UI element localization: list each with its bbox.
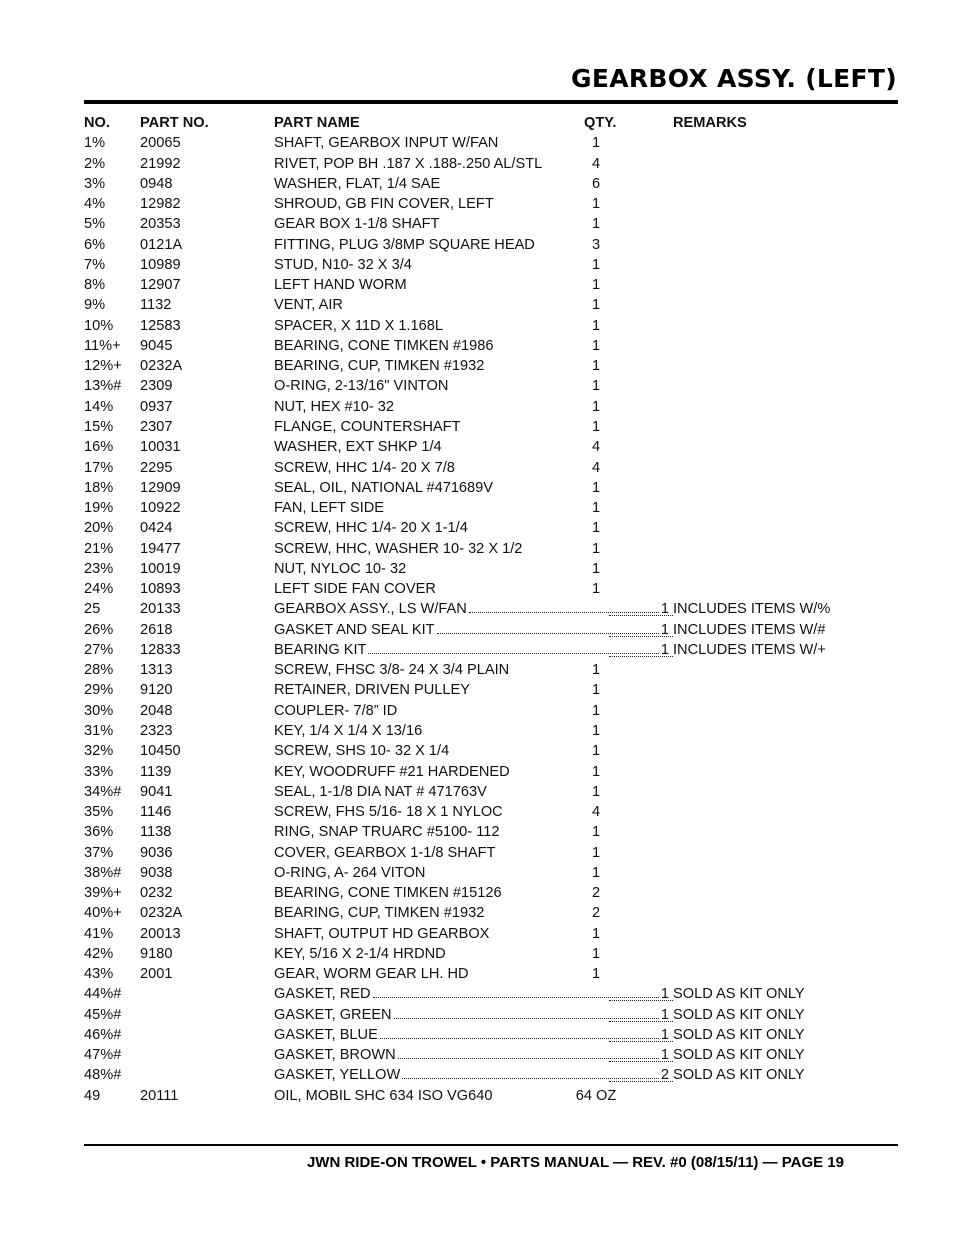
part-number: 9041 [140,783,173,800]
quantity: 1 [591,358,601,375]
quantity: 1 [591,277,601,294]
item-number: 1% [84,135,106,152]
part-name: GEAR BOX 1-1/8 SHAFT [274,216,440,233]
part-number: 2001 [140,966,173,983]
item-number: 23% [84,560,114,577]
quantity: 1 [591,864,601,881]
item-number: 42% [84,945,114,962]
item-number: 37% [84,844,114,861]
quantity: 4 [591,459,601,476]
part-name: COUPLER- 7/8” ID [274,702,398,719]
part-name: GASKET AND SEAL KIT [274,621,435,638]
item-number: 6% [84,236,106,253]
dot-leader [609,1008,673,1022]
quantity: 1 [591,743,601,760]
table-row [84,1045,898,1065]
table-row [84,559,898,579]
part-name: KEY, 1/4 X 1/4 X 13/16 [274,722,423,739]
part-name: O-RING, 2-13/16" VINTON [274,378,449,395]
item-number: 31% [84,722,114,739]
quantity: 1 [591,135,601,152]
part-number: 2309 [140,378,173,395]
part-name: LEFT HAND WORM [274,277,407,294]
quantity: 1 [591,662,601,679]
quantity: 1 [591,581,601,598]
part-name: FLANGE, COUNTERSHAFT [274,418,461,435]
table-row [84,1025,898,1045]
part-number: 0232A [140,905,183,922]
part-number: 1313 [140,662,173,679]
table-row [84,924,898,944]
table-row [84,984,898,1004]
item-number: 2% [84,155,106,172]
part-name: RETAINER, DRIVEN PULLEY [274,682,470,699]
title-rule [84,100,898,104]
quantity: 1 [660,601,669,618]
part-name: WASHER, FLAT, 1/4 SAE [274,175,441,192]
table-row [84,194,898,214]
dot-leader [609,1028,673,1042]
item-number: 47%# [84,1047,122,1064]
quantity: 2 [591,905,601,922]
table-row [84,336,898,356]
part-number: 12907 [140,277,181,294]
dot-leader [609,643,673,657]
remarks: INCLUDES ITEMS W/% [673,601,831,618]
part-name: SHAFT, OUTPUT HD GEARBOX [274,925,490,942]
item-number: 32% [84,743,114,760]
quantity: 1 [591,297,601,314]
item-number: 16% [84,439,114,456]
part-name: OIL, MOBIL SHC 634 ISO VG640 [274,1087,493,1104]
part-number: 10450 [140,743,181,760]
table-row [84,417,898,437]
header-qty: QTY. [584,115,617,131]
part-name: NUT, NYLOC 10- 32 [274,560,407,577]
table-row [84,620,898,640]
part-name: STUD, N10- 32 X 3/4 [274,256,412,273]
table-row [84,174,898,194]
quantity: 1 [591,317,601,334]
part-number: 2323 [140,722,173,739]
table-row [84,133,898,153]
part-name: SPACER, X 11D X 1.168L [274,317,443,334]
part-name: SHAFT, GEARBOX INPUT W/FAN [274,135,499,152]
part-number: 2048 [140,702,173,719]
part-name: BEARING, CUP, TIMKEN #1932 [274,358,485,375]
quantity: 4 [591,439,601,456]
item-number: 45%# [84,1006,122,1023]
part-name: SCREW, HHC 1/4- 20 X 7/8 [274,459,455,476]
quantity: 1 [591,844,601,861]
quantity: 3 [591,236,601,253]
table-row [84,376,898,396]
table-row [84,1065,898,1085]
item-number: 46%# [84,1026,122,1043]
page-title: GEARBOX ASSY. (LEFT) [571,64,897,93]
item-number: 12%+ [84,358,122,375]
part-name: FITTING, PLUG 3/8MP SQUARE HEAD [274,236,535,253]
item-number: 13%# [84,378,122,395]
quantity: 2 [660,1067,669,1084]
part-number: 20065 [140,135,181,152]
quantity: 1 [591,722,601,739]
item-number: 9% [84,297,106,314]
item-number: 20% [84,520,114,537]
table-row [84,214,898,234]
part-number: 2307 [140,418,173,435]
table-row [84,762,898,782]
part-number: 19477 [140,540,181,557]
dot-leader [609,1048,673,1062]
header-no: NO. [84,115,110,131]
item-number: 25 [84,601,101,618]
quantity: 1 [591,520,601,537]
item-number: 24% [84,581,114,598]
item-number: 36% [84,824,114,841]
item-number: 49 [84,1087,101,1104]
table-row [84,397,898,417]
part-number: 10922 [140,500,181,517]
part-number: 0232 [140,885,173,902]
quantity: 4 [591,155,601,172]
item-number: 17% [84,459,114,476]
part-number: 1146 [140,804,172,821]
quantity: 1 [591,540,601,557]
quantity: 6 [591,175,601,192]
part-name: VENT, AIR [274,297,343,314]
table-row [84,316,898,336]
part-number: 9036 [140,844,173,861]
part-name: SCREW, SHS 10- 32 X 1/4 [274,743,450,760]
quantity: 1 [591,682,601,699]
remarks: SOLD AS KIT ONLY [673,1047,805,1064]
part-number: 10019 [140,560,181,577]
part-number: 0232A [140,358,183,375]
table-row [84,802,898,822]
part-number: 0121A [140,236,183,253]
item-number: 43% [84,966,114,983]
quantity: 1 [591,337,601,354]
part-number: 2295 [140,459,173,476]
quantity: 1 [591,500,601,517]
quantity: 1 [591,702,601,719]
item-number: 11%+ [84,337,121,354]
part-name: GASKET, BROWN [274,1047,396,1064]
table-row [84,721,898,741]
table-row [84,255,898,275]
part-name: NUT, HEX #10- 32 [274,398,395,415]
part-name: SCREW, FHSC 3/8- 24 X 3/4 PLAIN [274,662,510,679]
header-part-no: PART NO. [140,115,209,131]
part-name: BEARING, CONE TIMKEN #1986 [274,337,494,354]
part-name: GASKET, BLUE [274,1026,378,1043]
part-number: 20133 [140,601,181,618]
quantity: 1 [591,216,601,233]
table-row [84,883,898,903]
part-number: 20013 [140,925,181,942]
item-number: 44%# [84,986,122,1003]
item-number: 35% [84,804,114,821]
part-number: 9038 [140,864,173,881]
dot-leader [609,1068,673,1082]
table-row [84,701,898,721]
part-name: KEY, 5/16 X 2-1/4 HRDND [274,945,446,962]
part-number: 9120 [140,682,173,699]
quantity: 1 [660,1026,669,1043]
part-number: 12909 [140,479,181,496]
table-row [84,1005,898,1025]
quantity: 1 [591,925,601,942]
header-part-name: PART NAME [274,115,360,131]
part-name: O-RING, A- 264 VITON [274,864,426,881]
part-number: 21992 [140,155,181,172]
part-name: SCREW, HHC, WASHER 10- 32 X 1/2 [274,540,523,557]
part-name: GEARBOX ASSY., LS W/FAN [274,601,467,618]
item-number: 39%+ [84,885,122,902]
remarks: SOLD AS KIT ONLY [673,1067,805,1084]
header-remarks: REMARKS [673,115,747,131]
part-number: 10893 [140,581,181,598]
item-number: 27% [84,641,114,658]
part-name: GASKET, RED [274,986,371,1003]
table-row [84,599,898,619]
part-number: 12833 [140,641,181,658]
quantity: 64 OZ [575,1087,617,1104]
item-number: 28% [84,662,114,679]
item-number: 5% [84,216,106,233]
table-row [84,539,898,559]
item-number: 18% [84,479,114,496]
item-number: 40%+ [84,905,122,922]
table-row [84,154,898,174]
part-number: 1132 [140,297,172,314]
page-footer: JWN RIDE-ON TROWEL • PARTS MANUAL — REV. #0 (08/15/11) — PAGE 19 [306,1154,844,1171]
table-header [84,113,898,133]
table-row [84,579,898,599]
table-row [84,458,898,478]
table-row [84,903,898,923]
table-row [84,640,898,660]
quantity: 1 [591,256,601,273]
quantity: 1 [591,763,601,780]
part-number: 0424 [140,520,173,537]
table-row [84,478,898,498]
item-number: 14% [84,398,114,415]
remarks: SOLD AS KIT ONLY [673,1026,805,1043]
part-name: SCREW, HHC 1/4- 20 X 1-1/4 [274,520,468,537]
item-number: 4% [84,196,106,213]
quantity: 1 [660,1006,669,1023]
part-number: 20353 [140,216,181,233]
item-number: 34%# [84,783,122,800]
part-name: KEY, WOODRUFF #21 HARDENED [274,763,510,780]
table-row [84,944,898,964]
item-number: 21% [84,540,114,557]
quantity: 1 [660,621,669,638]
item-number: 41% [84,925,114,942]
table-row [84,295,898,315]
table-row [84,498,898,518]
part-name: BEARING KIT [274,641,367,658]
quantity: 4 [591,804,601,821]
quantity: 1 [591,560,601,577]
part-number: 9045 [140,337,173,354]
item-number: 38%# [84,864,122,881]
part-number: 0937 [140,398,173,415]
quantity: 1 [591,824,601,841]
quantity: 1 [591,398,601,415]
part-name: RING, SNAP TRUARC #5100- 112 [274,824,500,841]
table-row [84,843,898,863]
part-name: LEFT SIDE FAN COVER [274,581,436,598]
part-name: WASHER, EXT SHKP 1/4 [274,439,442,456]
dot-leader [609,987,673,1001]
quantity: 1 [660,986,669,1003]
quantity: 1 [660,1047,669,1064]
quantity: 1 [660,641,669,658]
remarks: SOLD AS KIT ONLY [673,1006,805,1023]
part-number: 20111 [140,1087,179,1104]
item-number: 26% [84,621,114,638]
part-name: GASKET, GREEN [274,1006,392,1023]
quantity: 1 [591,196,601,213]
remarks: INCLUDES ITEMS W/# [673,621,826,638]
dot-leader [609,623,673,637]
remarks: SOLD AS KIT ONLY [673,986,805,1003]
item-number: 29% [84,682,114,699]
table-row [84,660,898,680]
table-row [84,680,898,700]
part-name: SCREW, FHS 5/16- 18 X 1 NYLOC [274,804,503,821]
table-row [84,518,898,538]
quantity: 1 [591,945,601,962]
quantity: 1 [591,378,601,395]
quantity: 1 [591,783,601,800]
item-number: 8% [84,277,106,294]
part-name: GASKET, YELLOW [274,1067,401,1084]
part-name: SHROUD, GB FIN COVER, LEFT [274,196,494,213]
part-number: 2618 [140,621,173,638]
dot-leader [609,602,673,616]
part-name: BEARING, CONE TIMKEN #15126 [274,885,502,902]
part-number: 0948 [140,175,173,192]
part-name: FAN, LEFT SIDE [274,500,385,517]
part-number: 9180 [140,945,173,962]
item-number: 3% [84,175,106,192]
part-number: 12583 [140,317,181,334]
quantity: 1 [591,966,601,983]
table-row [84,782,898,802]
remarks: INCLUDES ITEMS W/+ [673,641,826,658]
part-number: 1139 [140,763,172,780]
part-name: SEAL, 1-1/8 DIA NAT # 471763V [274,783,487,800]
part-name: RIVET, POP BH .187 X .188-.250 AL/STL [274,155,543,172]
part-name: GEAR, WORM GEAR LH. HD [274,966,469,983]
part-number: 12982 [140,196,181,213]
item-number: 10% [84,317,114,334]
table-row [84,822,898,842]
table-row [84,437,898,457]
table-body [84,133,898,1106]
table-row [84,863,898,883]
table-row [84,964,898,984]
quantity: 2 [591,885,601,902]
item-number: 48%# [84,1067,122,1084]
part-name: COVER, GEARBOX 1-1/8 SHAFT [274,844,496,861]
part-number: 10031 [140,439,181,456]
table-row [84,235,898,255]
table-row [84,275,898,295]
item-number: 15% [84,418,114,435]
item-number: 19% [84,500,114,517]
quantity: 1 [591,479,601,496]
table-row [84,356,898,376]
footer-rule [84,1144,898,1146]
part-number: 1138 [140,824,172,841]
table-row [84,1086,898,1106]
item-number: 7% [84,256,106,273]
table-row [84,741,898,761]
parts-table [84,113,898,1106]
quantity: 1 [591,418,601,435]
item-number: 30% [84,702,114,719]
item-number: 33% [84,763,114,780]
part-name: SEAL, OIL, NATIONAL #471689V [274,479,494,496]
part-name: BEARING, CUP, TIMKEN #1932 [274,905,485,922]
part-number: 10989 [140,256,181,273]
